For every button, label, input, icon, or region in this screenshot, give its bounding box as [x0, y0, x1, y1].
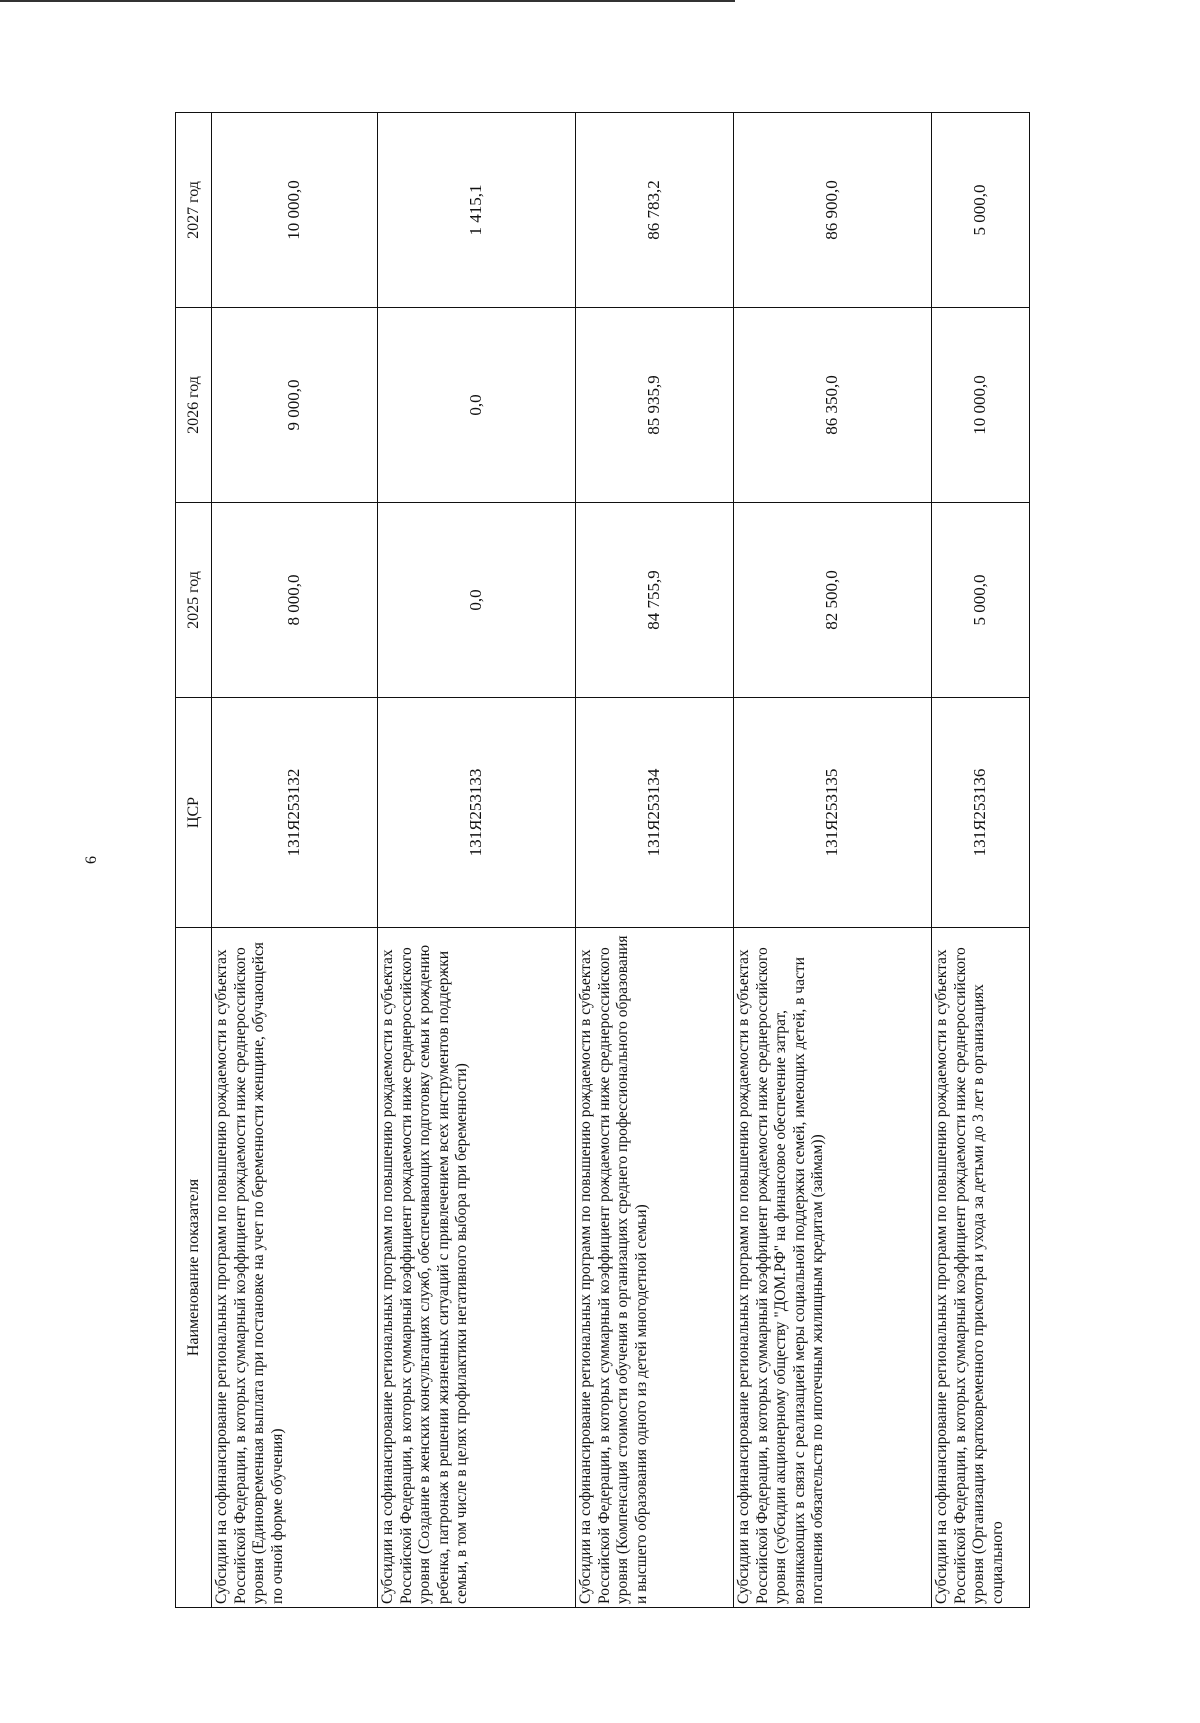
row-2026: 0,0 [378, 308, 576, 503]
row-csr: 131Я253132 [212, 698, 378, 928]
row-csr: 131Я253134 [576, 698, 734, 928]
row-name: Субсидии на софинансирование региональных программ по повышению рождаемости в субъектах Российской Федерации, в которых суммарный коэффициент рождаемости ниже среднероссийского уровня (Организация кратковременного присмотра и ухода за детьми до 3 лет в организациях социального [932, 928, 1030, 1608]
row-2025: 82 500,0 [734, 503, 932, 698]
rotated-table-wrapper [175, 113, 1026, 1608]
row-2027: 10 000,0 [212, 113, 378, 308]
row-2026: 85 935,9 [576, 308, 734, 503]
row-2027: 86 900,0 [734, 113, 932, 308]
row-2025: 5 000,0 [932, 503, 1030, 698]
table-row [734, 113, 932, 1608]
row-2025: 8 000,0 [212, 503, 378, 698]
table-header-row [176, 113, 212, 1608]
header-2026: 2026 год [176, 308, 212, 503]
row-2025: 0,0 [378, 503, 576, 698]
row-name: Субсидии на софинансирование региональных программ по повышению рождаемости в субъектах Российской Федерации, в которых суммарный коэффициент рождаемости ниже среднероссийского уровня (Создание в женских консультациях служб, обеспечивающих подготовку семьи к рождению ребенка, патронаж в решении жизненных ситуаций с привлечением всех инструментов поддержки семьи, в том числе в целях профилактики негативного выбора при беременности) [378, 928, 576, 1608]
header-2027: 2027 год [176, 113, 212, 308]
row-csr: 131Я253136 [932, 698, 1030, 928]
table-row [932, 113, 1030, 1608]
header-2025: 2025 год [176, 503, 212, 698]
table-row [212, 113, 378, 1608]
header-csr: ЦСР [176, 698, 212, 928]
row-name: Субсидии на софинансирование региональных программ по повышению рождаемости в субъектах Российской Федерации, в которых суммарный коэффициент рождаемости ниже среднероссийского уровня (Единовременная выплата при постановке на учет по беременности женщине, обучающейся по очной форме обучения) [212, 928, 378, 1608]
row-2027: 1 415,1 [378, 113, 576, 308]
row-2027: 86 783,2 [576, 113, 734, 308]
row-2025: 84 755,9 [576, 503, 734, 698]
row-name: Субсидии на софинансирование региональных программ по повышению рождаемости в субъектах Российской Федерации, в которых суммарный коэффициент рождаемости ниже среднероссийского уровня (субсидии акционерному обществу "ДОМ.РФ" на финансовое обеспечение затрат, возникающих в связи с реализацией меры социальной поддержки семей, имеющих детей, в части погашения обязательств по ипотечным жилищным кредитам (займам)) [734, 928, 932, 1608]
subsidy-table [175, 112, 1030, 1608]
row-2027: 5 000,0 [932, 113, 1030, 308]
row-2026: 86 350,0 [734, 308, 932, 503]
row-name: Субсидии на софинансирование региональных программ по повышению рождаемости в субъектах Российской Федерации, в которых суммарный коэффициент рождаемости ниже среднероссийского уровня (Компенсация стоимости обучения в организациях среднего профессионального образования и высшего образования одного из детей многодетной семьи) [576, 928, 734, 1608]
table-row [378, 113, 576, 1608]
row-2026: 9 000,0 [212, 308, 378, 503]
row-csr: 131Я253135 [734, 698, 932, 928]
row-csr: 131Я253133 [378, 698, 576, 928]
row-2026: 10 000,0 [932, 308, 1030, 503]
top-rule [0, 0, 735, 2]
header-name: Наименование показателя [176, 928, 212, 1608]
page-number: 6 [83, 856, 100, 864]
table-row [576, 113, 734, 1608]
